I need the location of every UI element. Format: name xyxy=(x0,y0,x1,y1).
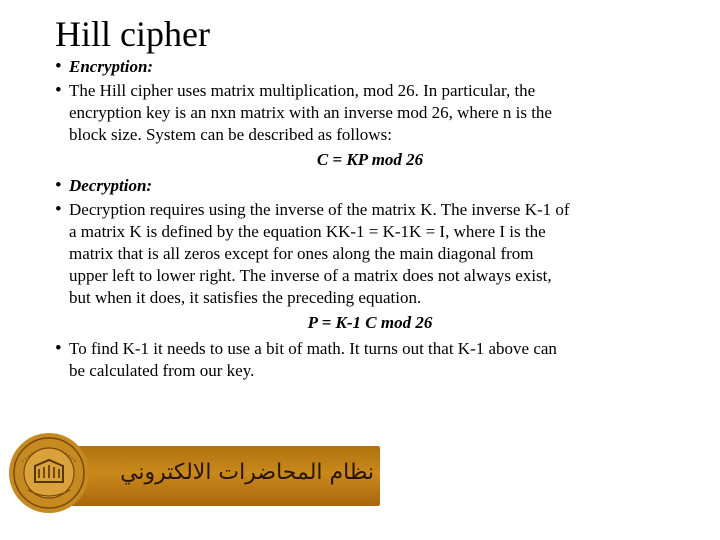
formula-encrypt: C = KP mod 26 xyxy=(316,150,424,169)
footer-banner xyxy=(46,446,380,506)
final-line: be calculated from our key. xyxy=(69,361,255,380)
banner-text: نظام المحاضرات الالكتروني xyxy=(120,460,374,485)
bullet-decryption-heading xyxy=(55,175,665,197)
decryption-line: a matrix K is defined by the equation KK-1 = K-1K = I, where I is the xyxy=(69,222,546,241)
bullet-encryption-text xyxy=(55,80,665,146)
decryption-heading: Decryption: xyxy=(69,176,153,195)
bullet-encryption-heading xyxy=(55,56,665,78)
slide-title: Hill cipher xyxy=(55,14,210,54)
decryption-line: matrix that is all zeros except for ones along the main diagonal from xyxy=(69,244,534,263)
encryption-line: • The Hill cipher uses matrix multiplication, mod 26. In particular, the xyxy=(69,81,536,100)
slide-body xyxy=(55,56,665,384)
decryption-line: upper left to lower right. The inverse of a matrix does not always exist, xyxy=(69,266,552,285)
decryption-line: • Decryption requires using the inverse of the matrix K. The inverse K-1 of xyxy=(69,200,570,219)
decryption-line: but when it does, it satisfies the preceding equation. xyxy=(69,288,422,307)
formula-decrypt: P = K-1 C mod 26 xyxy=(307,313,433,332)
bullet-final-text xyxy=(55,338,665,382)
university-seal-icon xyxy=(8,432,90,514)
encryption-line: encryption key is an nxn matrix with an inverse mod 26, where n is the xyxy=(69,103,552,122)
bullet-decryption-text xyxy=(55,199,665,309)
encryption-line: block size. System can be described as follows: xyxy=(69,125,392,144)
final-line: • To find K-1 it needs to use a bit of math. It turns out that K-1 above can xyxy=(69,339,557,358)
encryption-heading: Encryption: xyxy=(69,57,154,76)
footer-banner-area xyxy=(8,432,380,514)
